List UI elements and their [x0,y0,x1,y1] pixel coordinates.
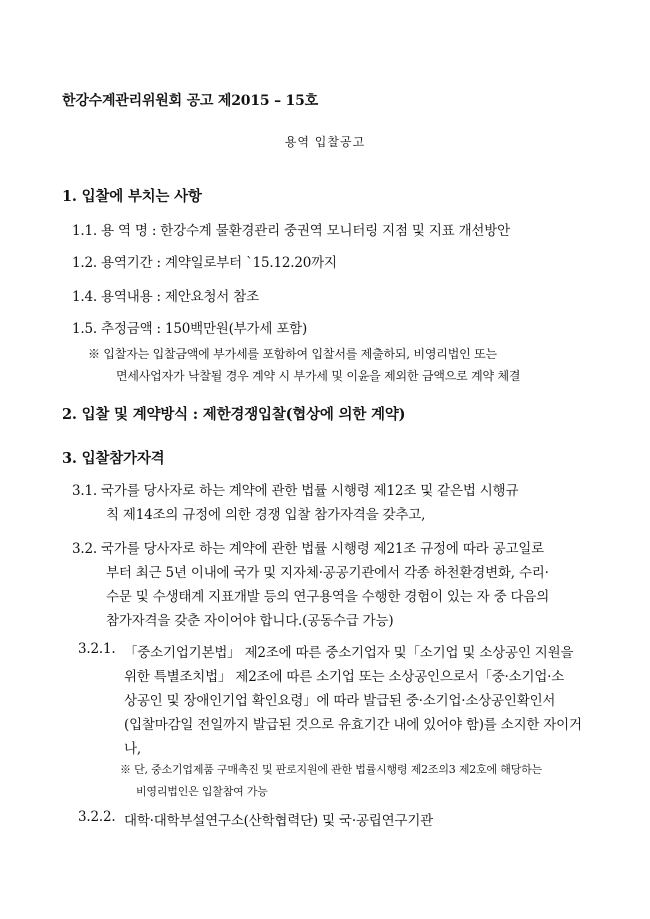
item-1-4: 1.4. 용역내용 : 제안요청서 참조 [72,289,259,305]
item-1-1: 1.1. 용 역 명 : 한강수계 물환경관리 중권역 모니터링 지점 및 지표 개선방안 [72,223,510,239]
item-3-2-2-number: 3.2.2. [78,809,116,825]
item-3-2-line2: 부터 최근 5년 이내에 국가 및 지자체·공공기관에서 각종 하천환경변화, 수리· [106,565,549,581]
item-3-2-1-line1: 「중소기업기본법」 제2조에 따른 중소기업자 및「소기업 및 소상공인 지원을 [124,645,574,661]
item-3-2-1-line2: 위한 특별조치법」 제2조에 따른 소기업 또는 소상공인으로서「중·소기업·소 [124,669,565,685]
item-1-5: 1.5. 추정금액 : 150백만원(부가세 포함) [72,321,308,337]
item-3-2-line4: 참가자격을 갖춘 자이어야 합니다.(공동수급 가능) [106,613,394,629]
item-3-1-line2: 칙 제14조의 규정에 의한 경쟁 입찰 참가자격을 갖추고, [106,507,426,523]
notice-number: 한강수계관리위원회 공고 제2015 – 15호 [62,93,318,109]
item-3-2-line3: 수문 및 수생태계 지표개발 등의 연구용역을 수행한 경험이 있는 자 중 다음의 [106,589,550,605]
page-title: 용역 입찰공고 [284,135,366,149]
item-3-2-line1: 3.2. 국가를 당사자로 하는 계약에 관한 법률 시행령 제21조 규정에 따라 공고일로 [72,541,544,557]
vat-note-line1: ※ 입찰자는 입찰금액에 부가세를 포함하여 입찰서를 제출하되, 비영리법인 또는 [88,347,497,361]
item-3-2-1-line5: 나, [124,741,141,757]
section2-heading: 2. 입찰 및 계약방식 : 제한경쟁입찰(협상에 의한 계약) [62,406,406,423]
vat-note-line2: 면세사업자가 낙찰될 경우 계약 시 부가세 및 이윤을 제외한 금액으로 계약 체결 [116,369,521,383]
item-3-2-1-number: 3.2.1. [78,641,116,657]
item-3-2-2-text: 대학·대학부설연구소(산학협력단) 및 국·공립연구기관 [124,813,434,829]
sme-note-line1: ※ 단, 중소기업제품 구매촉진 및 판로지원에 관한 법률시행령 제2조의3 제2호에 해당하는 [120,763,542,776]
item-3-2-1-line3: 상공인 및 장애인기업 확인요령」에 따라 발급된 중·소기업·소상공인확인서 [124,693,556,709]
section3-heading: 3. 입찰참가자격 [62,450,165,467]
item-3-1-line1: 3.1. 국가를 당사자로 하는 계약에 관한 법률 시행령 제12조 및 같은법 시행규 [72,483,519,499]
sme-note-line2: 비영리법인은 입찰참여 가능 [136,785,268,798]
section1-heading: 1. 입찰에 부치는 사항 [62,188,202,205]
item-1-2: 1.2. 용역기간 : 계약일로부터 `15.12.20까지 [72,255,337,271]
item-3-2-1-line4: (입찰마감일 전일까지 발급된 것으로 유효기간 내에 있어야 함)를 소지한 자이거 [124,717,582,733]
